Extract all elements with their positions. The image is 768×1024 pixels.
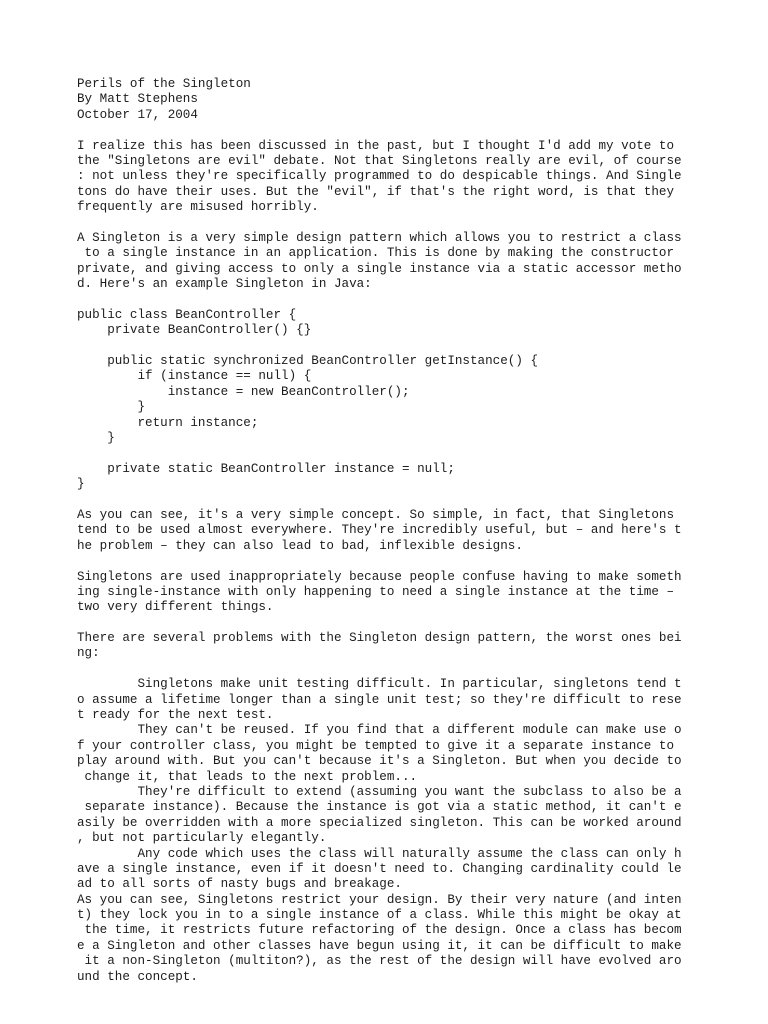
text-line: ng: [77, 646, 100, 661]
text-line: t ready for the next test. [77, 708, 274, 723]
blank-line [77, 662, 717, 677]
text-line: : not unless they're specifically programmed to do despicable things. And Single [77, 169, 682, 184]
text-line: private, and giving access to only a single instance via a static accessor metho [77, 261, 682, 276]
text-line: public class BeanController { [77, 307, 297, 322]
text-line: public static synchronized BeanController getInstance() { [77, 354, 539, 369]
text-line: ing single-instance with only happening to need a single instance at the time – [77, 584, 675, 599]
text-line: it a non-Singleton (multiton?), as the rest of the design will have evolved aro [77, 954, 682, 969]
text-line: o assume a lifetime longer than a single unit test; so they're difficult to rese [77, 692, 682, 707]
text-line: As you can see, it's a very simple concept. So simple, in fact, that Singletons [77, 507, 675, 522]
text-line: Perils of the Singleton [77, 77, 251, 91]
text-line: Singletons make unit testing difficult. In particular, singletons tend t [77, 677, 682, 692]
text-line: und the concept. [77, 969, 198, 984]
text-line: asily be overridden with a more specialized singleton. This can be worked around [77, 815, 682, 830]
text-line: They're difficult to extend (assuming you want the subclass to also be a [77, 784, 682, 799]
text-line: the time, it restricts future refactoring of the design. Once a class has becom [77, 923, 682, 938]
blank-line [77, 123, 717, 138]
text-line: he problem – they can also lead to bad, inflexible designs. [77, 538, 523, 553]
text-line: change it, that leads to the next problem... [77, 769, 418, 784]
text-line: play around with. But you can't because it's a Singleton. But when you decide to [77, 754, 682, 769]
text-line: A Singleton is a very simple design pattern which allows you to restrict a class [77, 230, 682, 245]
text-line: As you can see, Singletons restrict your design. By their very nature (and inten [77, 892, 682, 907]
text-line: , but not particularly elegantly. [77, 831, 327, 846]
text-line: e a Singleton and other classes have begun using it, it can be difficult to make [77, 938, 682, 953]
text-line: } [77, 430, 115, 445]
text-line: to a single instance in an application. This is done by making the constructor [77, 246, 675, 261]
text-line: return instance; [77, 415, 259, 430]
text-line: frequently are misused horribly. [77, 200, 319, 215]
blank-line [77, 292, 717, 307]
blank-line [77, 446, 717, 461]
text-line: Any code which uses the class will naturally assume the class can only h [77, 846, 682, 861]
blank-line [77, 554, 717, 569]
text-line: ad to all sorts of nasty bugs and breakage. [77, 877, 402, 892]
text-line: I realize this has been discussed in the past, but I thought I'd add my vote to [77, 138, 675, 153]
text-line: Singletons are used inappropriately because people confuse having to make someth [77, 569, 682, 584]
text-line: They can't be reused. If you find that a different module can make use o [77, 723, 682, 738]
text-line: separate instance). Because the instance is got via a static method, it can't e [77, 800, 682, 815]
text-line: the "Singletons are evil" debate. Not that Singletons really are evil, of course [77, 153, 682, 168]
text-line: if (instance == null) { [77, 369, 312, 384]
text-line: instance = new BeanController(); [77, 384, 410, 399]
text-line: By Matt Stephens [77, 92, 198, 107]
text-line: } [77, 400, 146, 415]
text-line: tons do have their uses. But the "evil", if that's the right word, is that they [77, 184, 675, 199]
text-line: private static BeanController instance = null; [77, 461, 455, 476]
blank-line [77, 616, 717, 631]
text-line: two very different things. [77, 600, 274, 615]
text-line: ave a single instance, even if it doesn't need to. Changing cardinality could le [77, 861, 682, 876]
blank-line [77, 216, 717, 231]
text-line: d. Here's an example Singleton in Java: [77, 277, 372, 292]
text-line: } [77, 477, 85, 492]
text-line: tend to be used almost everywhere. They're incredibly useful, but – and here's t [77, 523, 682, 538]
text-line: f your controller class, you might be tempted to give it a separate instance to [77, 738, 675, 753]
blank-line [77, 339, 717, 354]
text-line: private BeanController() {} [77, 323, 312, 338]
document-page [77, 77, 717, 985]
text-line: October 17, 2004 [77, 107, 198, 122]
blank-line [77, 493, 717, 508]
text-line: t) they lock you in to a single instance of a class. While this might be okay at [77, 908, 682, 923]
text-line: There are several problems with the Singleton design pattern, the worst ones bei [77, 631, 682, 646]
